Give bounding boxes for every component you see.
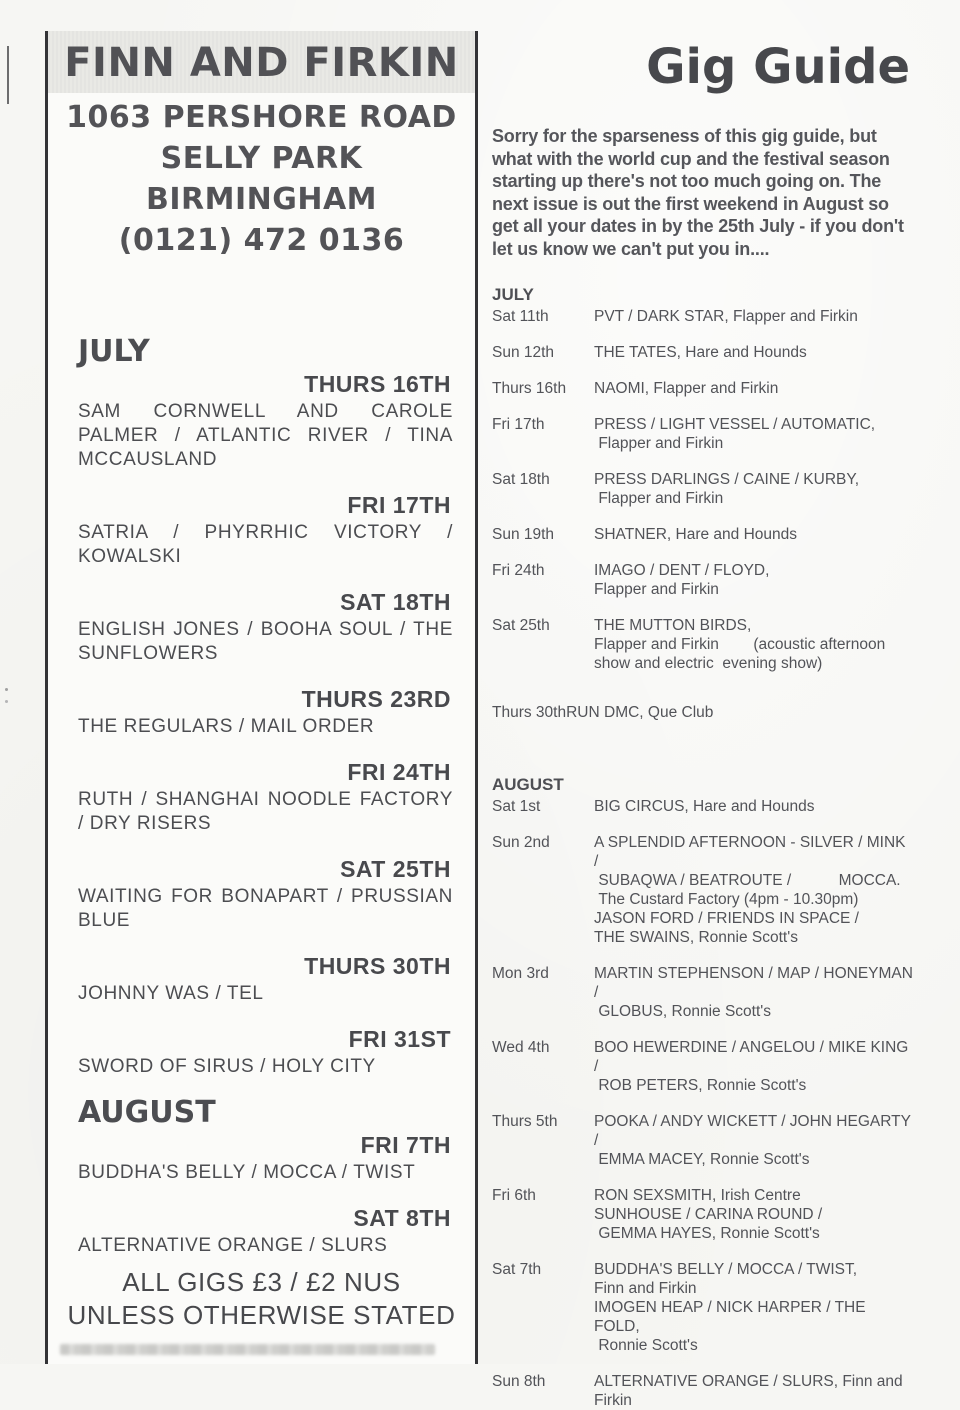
listing-line: MARTIN STEPHENSON / MAP / HONEYMAN /: [594, 965, 918, 1001]
listing-row: [492, 1186, 914, 1243]
listing-line: Flapper and Firkin (acoustic afternoon: [594, 636, 886, 653]
listing-date: Mon 3rd: [492, 965, 549, 982]
gig-date: FRI 24TH: [347, 759, 451, 785]
gig-date: FRI 17TH: [347, 492, 451, 518]
scan-artifact: [7, 46, 9, 104]
listing-acts: [594, 833, 914, 947]
gig-acts: JOHNNY WAS / TEL: [78, 983, 264, 1004]
listing-date: Sun 2nd: [492, 834, 550, 851]
listing-acts: [594, 379, 914, 398]
venue-name: FINN AND FIRKIN: [48, 31, 475, 93]
listing-acts: [594, 616, 914, 673]
listing-acts: [594, 1260, 914, 1355]
venue-gig-list: [48, 335, 475, 1258]
listing-row: [492, 616, 914, 673]
listing-acts: [594, 1038, 914, 1095]
listing-line: NAOMI, Flapper and Firkin: [594, 380, 779, 397]
listing-line: THE SWAINS, Ronnie Scott's: [594, 929, 798, 946]
listing-date: Fri 17th: [492, 416, 545, 433]
gig-date: FRI 31ST: [348, 1026, 451, 1052]
venue-phone: (0121) 472 0136: [118, 223, 405, 258]
listing-row: [492, 964, 918, 1021]
gig-date: SAT 18TH: [340, 589, 451, 615]
listing-line: EMMA MACEY, Ronnie Scott's: [594, 1151, 810, 1168]
smudged-text-artifact: [60, 1344, 435, 1355]
listing-row: [492, 470, 914, 508]
listing-date: Wed 4th: [492, 1039, 550, 1056]
listing-line: Flapper and Firkin: [594, 490, 724, 507]
gig-acts: ENGLISH JONES / BOOHA SOUL / THE SUNFLOWERS: [78, 619, 453, 664]
listing-acts: [594, 415, 914, 453]
listing-date: Sat 25th: [492, 617, 550, 634]
listing-row: [492, 703, 914, 722]
gig-entry: [78, 589, 453, 666]
listing-date: Sun 8th: [492, 1373, 546, 1390]
listing-row: [492, 1260, 914, 1355]
listing-row: [492, 1112, 914, 1169]
pricing-line: ALL GIGS £3 / £2 NUS: [122, 1267, 401, 1297]
listing-row: [492, 307, 914, 326]
listing-row: [492, 379, 914, 398]
gig-acts: THE REGULARS / MAIL ORDER: [78, 716, 375, 737]
gig-guide-column: [492, 36, 918, 1410]
listing-line: ALTERNATIVE ORANGE / SLURS, Finn and Firkin: [594, 1373, 907, 1409]
listing-line: PRESS / LIGHT VESSEL / AUTOMATIC,: [594, 416, 876, 433]
listing-date: Fri 6th: [492, 1187, 536, 1204]
listing-date: Thurs 16th: [492, 380, 567, 397]
listing-row: [492, 525, 914, 544]
listing-acts: [594, 1112, 914, 1169]
listing-acts: [594, 343, 914, 362]
page-title: Gig Guide: [646, 39, 910, 95]
listing-line: PVT / DARK STAR, Flapper and Firkin: [594, 308, 858, 325]
listing-line: POOKA / ANDY WICKETT / JOHN HEGARTY /: [594, 1113, 915, 1149]
listing-line: A SPLENDID AFTERNOON - SILVER / MINK /: [594, 834, 910, 870]
listing-line: GLOBUS, Ronnie Scott's: [594, 1003, 771, 1020]
venue-address: [48, 97, 475, 261]
month-header: AUGUST: [492, 775, 564, 794]
venue-address-line: 1063 PERSHORE ROAD: [66, 100, 457, 135]
listing-date: Sun 12th: [492, 344, 555, 361]
listing-line: IMAGO / DENT / FLOYD,: [594, 562, 770, 579]
listing-row: [492, 1038, 914, 1095]
listing-line: THE TATES, Hare and Hounds: [594, 344, 807, 361]
gig-date: SAT 25TH: [340, 856, 451, 882]
gig-date: THURS 30TH: [304, 953, 451, 979]
listing-date: Sun 19th: [492, 526, 555, 543]
gig-entry: [78, 1205, 453, 1258]
listing-line: SUNHOUSE / CARINA ROUND /: [594, 1206, 823, 1223]
gig-date: THURS 16TH: [304, 371, 451, 397]
gig-acts: SAM CORNWELL AND CAROLE PALMER / ATLANTIC RIVER / TINA MCCAUSLAND: [78, 401, 453, 470]
listing-row: [492, 1372, 914, 1410]
listing-line: PRESS DARLINGS / CAINE / KURBY,: [594, 471, 860, 488]
listing-line: GEMMA HAYES, Ronnie Scott's: [594, 1225, 820, 1242]
gig-acts: SATRIA / PHYRRHIC VICTORY / KOWALSKI: [78, 522, 453, 567]
listing-row: [492, 415, 914, 453]
month-header: AUGUST: [78, 1095, 216, 1130]
listing-line: BUDDHA'S BELLY / MOCCA / TWIST,: [594, 1261, 858, 1278]
venue-ad-box: [45, 31, 478, 1364]
listing-line: IMOGEN HEAP / NICK HARPER / THE FOLD,: [594, 1299, 870, 1335]
gig-entry: [78, 856, 453, 933]
gig-entry: [78, 1132, 453, 1185]
intro-paragraph: Sorry for the sparseness of this gig guide, but what with the world cup and the festival season starting up there's not too much going on. The next issue is out the first weekend in August so get all your dates in by the 25th July - if you don't let us know we can't put you in....: [492, 126, 904, 259]
listing-acts: [594, 470, 914, 508]
venue-address-line: SELLY PARK: [160, 141, 363, 176]
listing-date: Sat 18th: [492, 471, 550, 488]
scan-artifact: [5, 700, 8, 703]
gig-date: SAT 8TH: [353, 1205, 451, 1231]
listing-acts: [594, 307, 914, 326]
gig-acts: SWORD OF SIRUS / HOLY CITY: [78, 1056, 376, 1077]
listing-acts: [594, 797, 914, 816]
listing-date: Thurs 5th: [492, 1113, 558, 1130]
gig-entry: [78, 759, 453, 836]
gig-acts: WAITING FOR BONAPART / PRUSSIAN BLUE: [78, 886, 453, 931]
listing-acts: [594, 1372, 914, 1410]
listing-line: THE MUTTON BIRDS,: [594, 617, 752, 634]
listing-date: Sat 7th: [492, 1261, 542, 1278]
listing-acts: [594, 525, 914, 544]
listing-row: [492, 561, 914, 599]
gig-acts: RUTH / SHANGHAI NOODLE FACTORY / DRY RISERS: [78, 789, 453, 834]
listing-line: Flapper and Firkin: [594, 581, 719, 598]
listing-line: BOO HEWERDINE / ANGELOU / MIKE KING /: [594, 1039, 913, 1075]
listing-acts: [594, 1186, 914, 1243]
listing-line: The Custard Factory (4pm - 10.30pm): [594, 891, 859, 908]
venue-address-line: BIRMINGHAM: [145, 182, 378, 217]
gig-acts: BUDDHA'S BELLY / MOCCA / TWIST: [78, 1162, 416, 1183]
listing-line: JASON FORD / FRIENDS IN SPACE /: [594, 910, 859, 927]
gig-entry: [78, 1026, 453, 1079]
listing-date: Fri 24th: [492, 562, 545, 579]
gig-date: THURS 23RD: [301, 686, 451, 712]
listing-line: Flapper and Firkin: [594, 435, 724, 452]
listing-row: [492, 833, 914, 947]
gig-date: FRI 7TH: [360, 1132, 451, 1158]
listing-line: Ronnie Scott's: [594, 1337, 698, 1354]
listing-acts: [594, 964, 918, 1021]
listing-line: ROB PETERS, Ronnie Scott's: [594, 1077, 807, 1094]
gig-entry: [78, 953, 453, 1006]
listing-line: SHATNER, Hare and Hounds: [594, 526, 798, 543]
gig-entry: [78, 492, 453, 569]
scan-artifact: [5, 688, 8, 691]
listing-line: show and electric evening show): [594, 655, 823, 672]
listing-acts: [594, 561, 914, 599]
listing-date: Thurs 30th: [492, 704, 567, 721]
gig-entry: [78, 371, 453, 472]
month-header: JULY: [492, 285, 534, 304]
listing-date: Sat 1st: [492, 798, 541, 815]
pricing-line: UNLESS OTHERWISE STATED: [67, 1300, 456, 1330]
listing-row: [492, 343, 914, 362]
listing-acts: RUN DMC, Que Club: [566, 704, 714, 721]
listing-line: Finn and Firkin: [594, 1280, 697, 1297]
listing-line: BIG CIRCUS, Hare and Hounds: [594, 798, 815, 815]
listing-line: RON SEXSMITH, Irish Centre: [594, 1187, 801, 1204]
gig-entry: [78, 686, 453, 739]
listing-line: SUBAQWA / BEATROUTE / MOCCA.: [594, 872, 901, 889]
listing-row: [492, 797, 914, 816]
gig-acts: ALTERNATIVE ORANGE / SLURS: [78, 1235, 388, 1256]
listing-date: Sat 11th: [492, 308, 549, 325]
month-header: JULY: [78, 334, 150, 369]
pricing-note: [48, 1266, 475, 1332]
